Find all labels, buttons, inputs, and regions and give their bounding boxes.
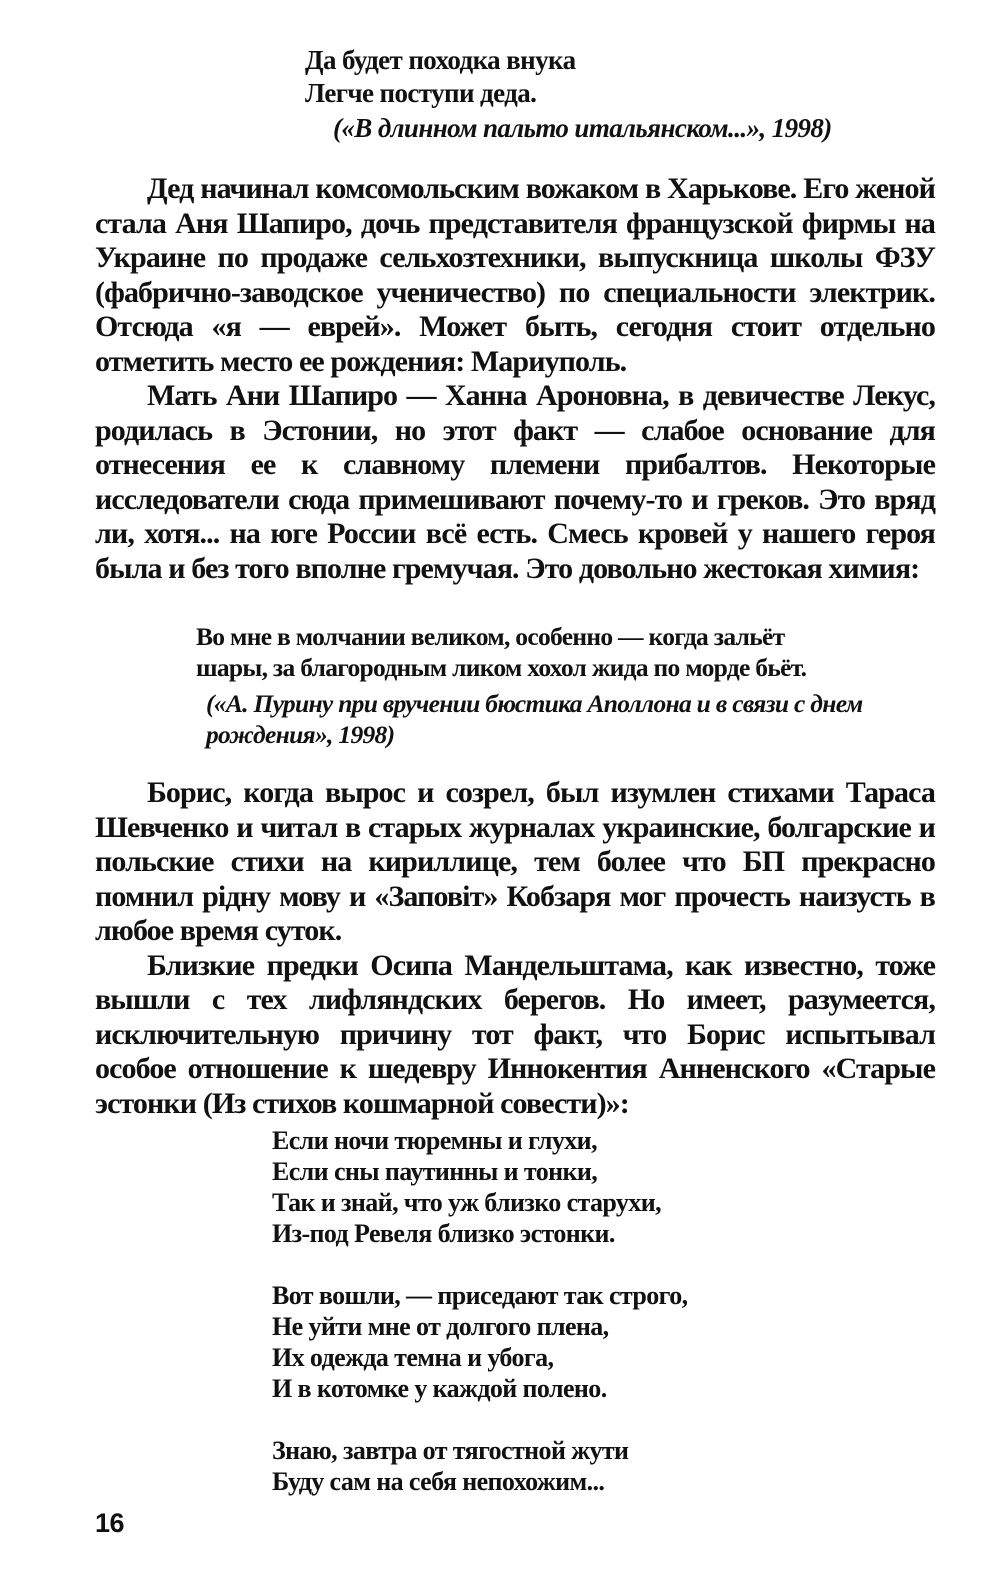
poem-stanza: [272, 1435, 872, 1497]
body-text-section-2: [95, 776, 935, 1121]
epigraph-line: Легче поступи деда.: [305, 78, 537, 108]
epigraph-line: Да будет походка внука: [305, 45, 576, 75]
poem-stanza: [272, 1280, 872, 1404]
epigraph-source: («В длинном пальто итальянском...», 1998): [333, 113, 832, 143]
poem-line: Знаю, завтра от тягостной жути: [272, 1436, 629, 1465]
quote-line: шары, за благородным ликом хохол жида по морде бьёт.: [196, 653, 807, 682]
poem-stanza: [272, 1125, 872, 1249]
page-number: 16: [95, 1508, 125, 1538]
quotation: [196, 621, 896, 750]
poem-line: Из-под Ревеля близко эстонки.: [272, 1219, 615, 1248]
paragraph: Мать Ани Шапиро — Ханна Ароновна, в девичестве Лекус, родилась в Эстонии, но этот факт — слабое основание для отнесения ее к славному племени прибалтов. Некоторые исследователи сюда примешивают почему-то и греков. Это вряд ли, хотя... на юге России всё есть. Смесь кровей у нашего героя была и без того вполне гремучая. Это довольно жестокая химия:: [95, 379, 935, 585]
paragraph: Близкие предки Осипа Мандельштама, как известно, тоже вышли с тех лифляндских берегов. Но имеет, разумеется, исключительную причину тот факт, что Борис испытывал особое отношение к шедевру Иннокентия Анненского «Старые эстонки (Из стихов кошмарной совести)»:: [95, 948, 935, 1120]
paragraph: Дед начинал комсомольским вожаком в Харькове. Его женой стала Аня Шапиро, дочь представителя французской фирмы на Украине по продаже сельхозтехники, выпускница школы ФЗУ (фабрично-заводское ученичество) по специальности электрик. Отсюда «я — еврей». Может быть, сегодня стоит отдельно отметить место ее рождения: Мариуполь.: [95, 172, 935, 378]
epigraph: [305, 44, 925, 145]
quote-source: («А. Пурину при вручении бюстика Аполлона и в связи с днем рождения», 1998): [206, 689, 863, 749]
poem-line: Их одежда темна и убога,: [272, 1343, 554, 1372]
poem-line: Буду сам на себя непохожим...: [272, 1467, 605, 1496]
quote-line: Во мне в молчании великом, особенно — когда зальёт: [196, 622, 785, 651]
poem-line: Так и знай, что уж близко старухи,: [272, 1188, 661, 1217]
body-text-section-1: [95, 172, 935, 586]
poem-line: Если ночи тюремны и глухи,: [272, 1126, 597, 1155]
poem-line: Вот вошли, — приседают так строго,: [272, 1281, 688, 1310]
poem-line: Не уйти мне от долгого плена,: [272, 1312, 609, 1341]
poem-line: И в котомке у каждой полено.: [272, 1374, 607, 1403]
poem: [272, 1125, 872, 1528]
poem-line: Если сны паутинны и тонки,: [272, 1157, 598, 1186]
paragraph: Борис, когда вырос и созрел, был изумлен стихами Тараса Шевченко и читал в старых журналах украинские, болгарские и польские стихи на кириллице, тем более что БП прекрасно помнил рідну мову и «Заповіт» Кобзаря мог прочесть наизусть в любое время суток.: [95, 776, 935, 947]
